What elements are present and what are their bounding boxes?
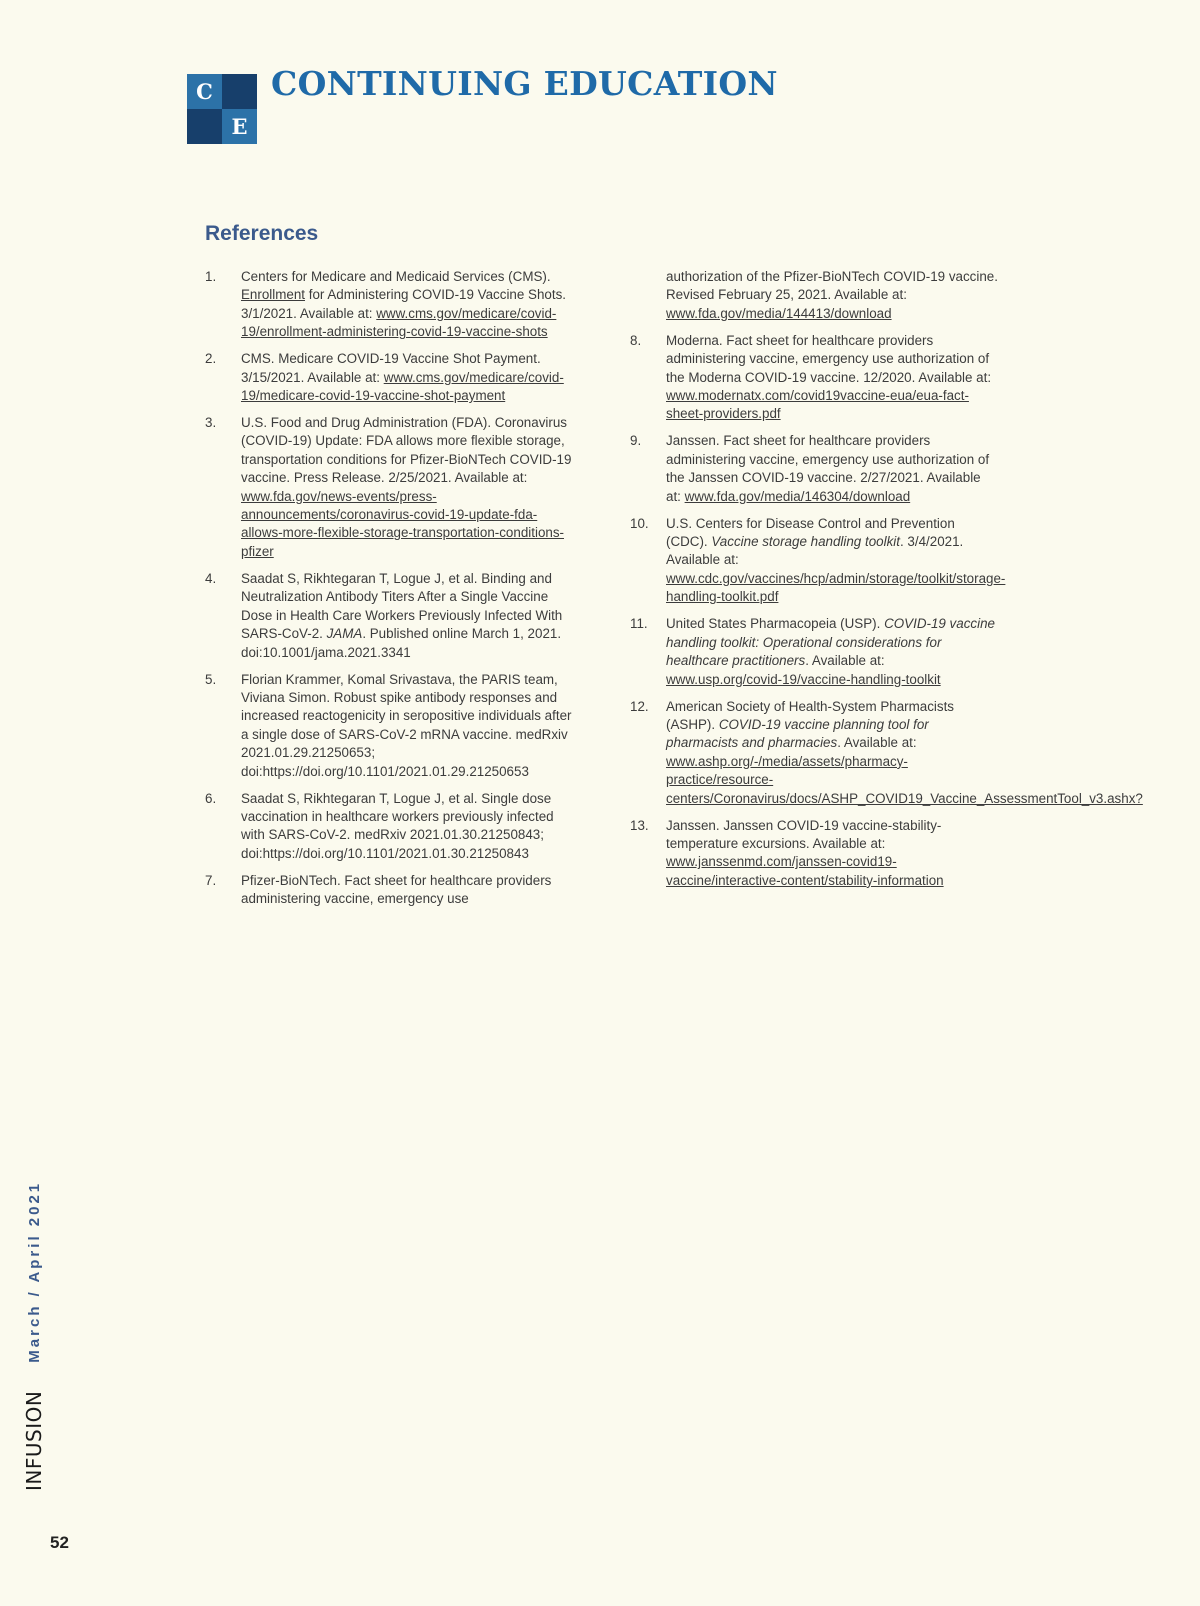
reference-link[interactable]: www.cms.gov/medicare/covid-19/medicare-covid-19-vaccine-shot-payment [241,369,564,404]
reference-item [630,332,1010,424]
references-column-right [630,268,1143,899]
reference-item [205,414,585,561]
reference-link[interactable]: www.usp.org/covid-19/vaccine-handling-toolkit [666,671,941,687]
reference-link[interactable]: www.modernatx.com/covid19vaccine-eua/eua-fact-sheet-providers.pdf [666,388,969,422]
reference-item [205,570,585,662]
issue-sidebar [22,1181,46,1491]
reference-link[interactable]: www.fda.gov/media/144413/download [666,305,892,321]
reference-number: 6. [205,790,217,806]
reference-text: United States Pharmacopeia (USP). [666,616,885,632]
reference-body [666,515,1006,607]
reference-text: U.S. Centers for Disease Control and Prevention (CDC). [666,515,955,550]
reference-item [205,350,585,405]
reference-link[interactable]: www.janssenmd.com/janssen-covid19-vaccine/interactive-content/stability-information [666,854,944,888]
reference-text: Pfizer-BioNTech. Fact sheet for healthcare providers administering vaccine, emergency use [241,872,552,907]
reference-body [241,671,573,781]
reference-body [666,432,998,506]
reference-item [205,790,585,864]
reference-number: 1. [205,269,217,284]
reference-7-continuation [630,268,1010,323]
reference-text: . Available at: [805,653,885,669]
ce-logo-block [187,109,222,144]
reference-item [630,615,1010,689]
reference-text: Janssen. Fact sheet for healthcare providers administering vaccine, emergency use authorization of the Janssen COVID-19 vaccine. 2/27/2021. Available at: [666,433,990,504]
reference-body [241,350,573,405]
reference-body [241,872,573,909]
references-column-left [205,268,585,917]
reference-text: for Administering COVID-19 Vaccine Shots. 3/1/2021. Available at: [241,287,566,321]
reference-body [241,570,573,662]
page-title: CONTINUING EDUCATION [271,64,778,103]
reference-number: 8. [630,332,642,348]
reference-text: Vaccine storage handling toolkit [711,534,900,550]
reference-link[interactable]: www.fda.gov/media/146304/download [684,488,911,504]
reference-item [630,698,1143,808]
reference-item [205,671,585,781]
ce-logo-c: C [187,74,222,109]
reference-number: 3. [205,415,217,431]
reference-text: Moderna. Fact sheet for healthcare providers administering vaccine, emergency use authorization of the Moderna COVID-19 vaccine. 12/2020. Available at: [666,332,992,385]
reference-text: . Available at: [837,735,917,751]
reference-text: Saadat S, Rikhtegaran T, Logue J, et al. Binding and Neutralization Antibody Titers After a Single Vaccine Dose in Health Care Workers Previously Infected With SARS-CoV-2. [241,570,563,642]
issue-date: March / April 2021 [25,1180,43,1363]
reference-text: U.S. Food and Drug Administration (FDA). Coronavirus (COVID-19) Update: FDA allows more flexible storage, transportation conditions for Pfizer-BioNTech COVID-19 vaccine. Press Release. 2/25/2021. Available at: [241,415,572,486]
reference-number: 11. [630,616,648,632]
reference-body [241,268,573,342]
reference-body [241,414,573,561]
reference-link[interactable]: www.ashp.org/-/media/assets/pharmacy-practice/resource-centers/Coronavirus/docs/ASHP_COVID19_Vaccine_AssessmentTool_v3.ashx? [666,753,1143,806]
reference-text: American Society of Health-System Pharmacists (ASHP). [666,698,954,732]
infusion-logo: INFUSION [22,1390,46,1491]
reference-number: 4. [205,570,217,586]
reference-link[interactable]: www.cms.gov/medicare/covid-19/enrollment-administering-covid-19-vaccine-shots [241,305,557,340]
reference-text: Florian Krammer, Komal Srivastava, the PARIS team, Viviana Simon. Robust spike antibody responses and increased reactogenicity in seropositive individuals after a single dose of SARS-CoV-2 mRNA vaccine. medRxiv 2021.01.29.21250653; doi:https://doi.org/10.1101/2021.01.29.21250653 [241,671,572,779]
reference-number: 5. [205,671,217,687]
reference-number: 2. [205,351,217,367]
page-number: 52 [50,1533,69,1552]
reference-text: authorization of the Pfizer-BioNTech COVID-19 vaccine. Revised February 25, 2021. Available at: [666,269,998,303]
reference-item [630,515,1010,607]
reference-text: Saadat S, Rikhtegaran T, Logue J, et al. Single dose vaccination in healthcare workers previously infected with SARS-CoV-2. medRxiv 2021.01.30.21250843; doi:https://doi.org/10.1101/2021.01.30.21250843 [241,790,554,861]
reference-item [205,268,585,342]
reference-text: Janssen. Janssen COVID-19 vaccine-stability-temperature excursions. Available at: [666,817,942,851]
reference-text: COVID-19 vaccine handling toolkit: Operational considerations for healthcare practitioners [666,616,995,669]
reference-number: 10. [630,515,649,531]
reference-link[interactable]: Enrollment [241,287,306,303]
reference-number: 9. [630,433,642,449]
reference-body [241,790,573,864]
references-heading: References [205,222,319,245]
reference-body [666,698,1143,808]
ce-logo [187,74,257,144]
reference-item [630,432,1010,506]
reference-link[interactable]: www.fda.gov/news-events/press-announcements/coronavirus-covid-19-update-fda-allows-more-flexible-storage-transportation-conditions-pfizer [241,488,564,559]
reference-text: . 3/4/2021. Available at: [666,534,964,568]
reference-text: COVID-19 vaccine planning tool for pharmacists and pharmacies [666,716,929,751]
reference-text: Centers for Medicare and Medicaid Services (CMS). [241,269,551,284]
reference-body [666,332,998,424]
reference-body [666,615,998,689]
reference-item [630,817,1010,891]
reference-text: CMS. Medicare COVID-19 Vaccine Shot Payment. 3/15/2021. Available at: [241,351,541,385]
reference-body [666,817,998,891]
ce-logo-e: E [222,109,257,144]
reference-number: 7. [205,872,217,888]
reference-link[interactable]: www.cdc.gov/vaccines/hcp/admin/storage/toolkit/storage-handling-toolkit.pdf [666,570,1006,605]
reference-number: 13. [630,817,649,833]
reference-text: . Published online March 1, 2021. doi:10.1001/jama.2021.3341 [241,626,562,660]
ce-logo-block [222,74,257,109]
reference-number: 12. [630,698,649,714]
reference-text: JAMA [326,626,363,642]
reference-item [205,872,585,909]
